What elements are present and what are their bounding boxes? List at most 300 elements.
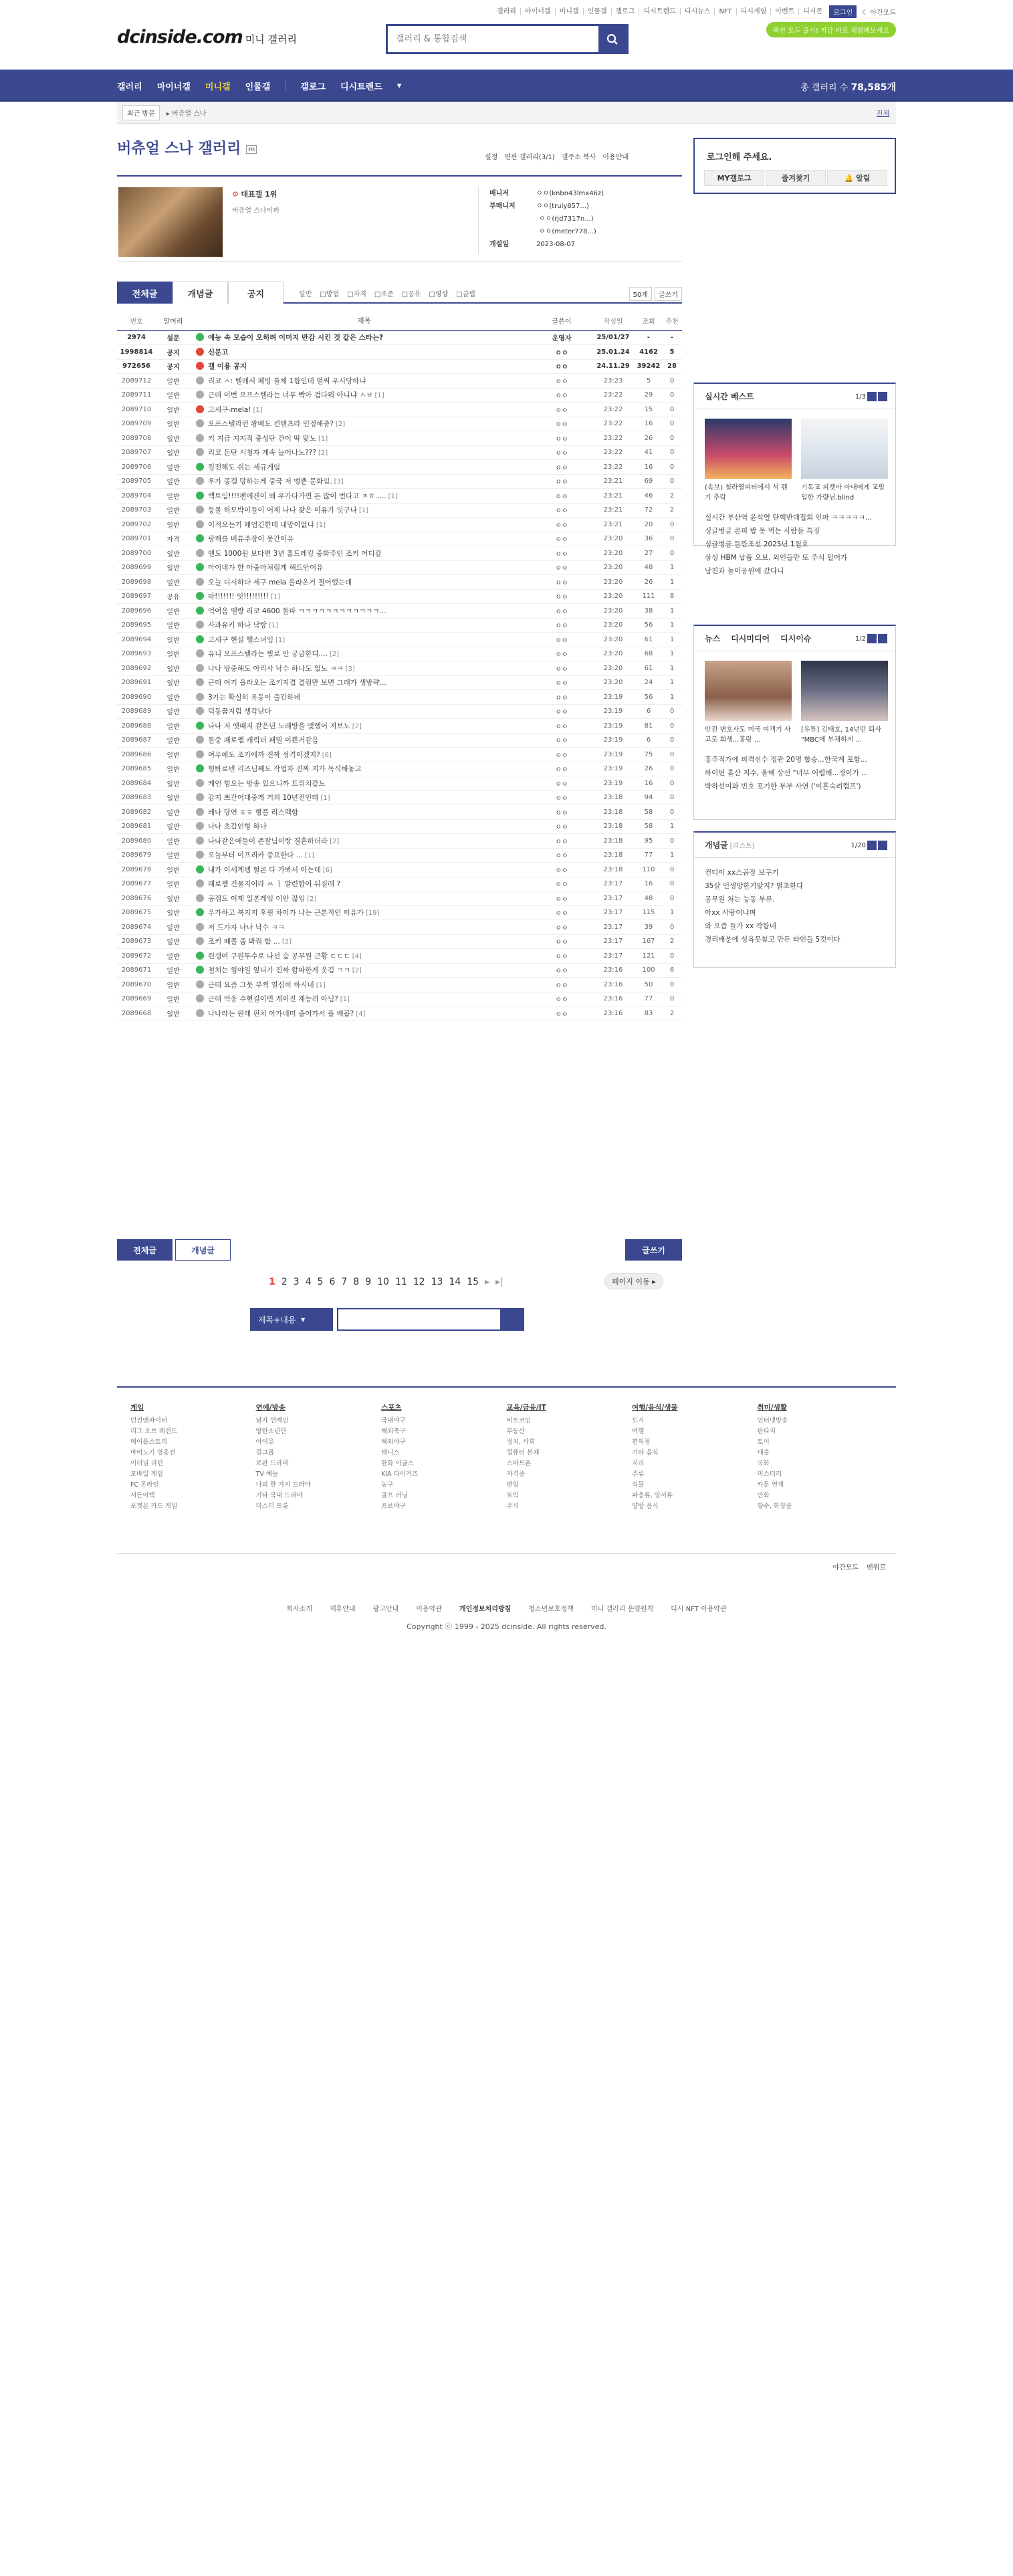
- post-title-cell[interactable]: [191, 445, 532, 460]
- my-gallog-button[interactable]: MY갤로그: [704, 170, 764, 186]
- page-link[interactable]: 6: [329, 1277, 336, 1287]
- footer-link[interactable]: 식물: [632, 1481, 645, 1489]
- util-link[interactable]: 인물갤: [583, 8, 611, 15]
- post-title[interactable]: 엔도 1000원 보다면 3년 홀드레킹 중화주인 조키 어디감: [208, 549, 382, 558]
- post-writer[interactable]: ㅇㅇ: [532, 776, 591, 791]
- footer-link[interactable]: FC 온라인: [130, 1481, 159, 1489]
- post-writer[interactable]: ㅇㅇ: [532, 445, 591, 460]
- write-button[interactable]: 글쓰기: [625, 1239, 682, 1261]
- table-row[interactable]: [117, 532, 682, 546]
- footer-link[interactable]: 리그 오브 레전드: [130, 1428, 178, 1435]
- footer-column-title[interactable]: 게임: [130, 1404, 144, 1412]
- favorites-button[interactable]: 즐겨찾기: [766, 170, 826, 186]
- post-writer[interactable]: ㅇㅇ: [532, 905, 591, 920]
- table-row[interactable]: [117, 431, 682, 446]
- post-writer[interactable]: ㅇㅇ: [532, 604, 591, 619]
- footer-link[interactable]: 국내야구: [381, 1417, 406, 1424]
- table-row[interactable]: [117, 460, 682, 475]
- news-tab[interactable]: 뉴스: [705, 634, 721, 643]
- footer-column-title[interactable]: 여행/음식/생물: [632, 1404, 678, 1412]
- global-search-input[interactable]: [388, 26, 598, 52]
- post-writer[interactable]: ㅇㅇ: [532, 417, 591, 431]
- post-title-cell[interactable]: [191, 863, 532, 877]
- alarm-button[interactable]: 🔔 알림: [827, 170, 887, 186]
- post-title-cell[interactable]: [191, 819, 532, 834]
- table-row[interactable]: [117, 560, 682, 575]
- next-icon[interactable]: [878, 392, 887, 401]
- comment-count[interactable]: [1]: [316, 521, 326, 529]
- post-title[interactable]: 우가하고 북지지 후원 차이가 나는 근본적인 이유가: [208, 909, 364, 918]
- table-row[interactable]: [117, 690, 682, 705]
- footer-column-title[interactable]: 스포츠: [381, 1404, 402, 1412]
- footer-link[interactable]: 프로야구: [381, 1503, 406, 1510]
- post-title-cell[interactable]: [191, 403, 532, 417]
- post-title[interactable]: 유니 오프스텔라는 뭘로 안 궁금한디....: [208, 650, 328, 659]
- footer-link[interactable]: 모바일 게임: [130, 1471, 163, 1478]
- post-title-cell[interactable]: [191, 661, 532, 676]
- post-title-cell[interactable]: [191, 805, 532, 820]
- post-title-cell[interactable]: [191, 359, 532, 374]
- login-prompt[interactable]: 로그인해 주세요.: [707, 152, 772, 163]
- post-title-cell[interactable]: [191, 733, 532, 748]
- table-row[interactable]: [117, 618, 682, 633]
- list-search-input[interactable]: [338, 1309, 500, 1329]
- post-title[interactable]: 따!!!!!!! 잇!!!!!!!!!: [208, 593, 269, 601]
- post-writer[interactable]: ㅇㅇ: [532, 748, 591, 762]
- recent-visit-button[interactable]: 최근 방문: [122, 105, 160, 120]
- post-title[interactable]: 헝톼로넨 리즈님째도 작업자 진짜 지가 독식해놓고: [208, 765, 362, 774]
- gallery-title[interactable]: 버츄얼 스나 갤러리 m: [117, 137, 257, 158]
- util-link[interactable]: 디시트렌드: [639, 8, 679, 15]
- post-title-cell[interactable]: [191, 431, 532, 446]
- tab-notice[interactable]: 공지: [228, 282, 284, 304]
- gnb-item[interactable]: 갤로그: [300, 82, 326, 92]
- post-title[interactable]: 나나 초갑인형 하나: [208, 823, 267, 831]
- footer-link[interactable]: 주식: [506, 1503, 519, 1510]
- news-list-item[interactable]: 박하선이와 빈호 포기한 부부 사연 ('이혼숙려캠프'): [705, 782, 861, 790]
- comment-count[interactable]: [3]: [345, 665, 355, 673]
- footer-link[interactable]: 주류: [632, 1471, 645, 1478]
- gnb-item[interactable]: 디시트렌드: [340, 82, 382, 92]
- post-writer[interactable]: ㅇㅇ: [532, 1006, 591, 1021]
- footer-policy-link[interactable]: 회사소개: [286, 1606, 312, 1613]
- post-title-cell[interactable]: [191, 762, 532, 776]
- gallery-option[interactable]: 이용안내: [602, 154, 629, 161]
- comment-count[interactable]: [2]: [352, 967, 362, 975]
- post-title[interactable]: 나나 방중해도 아리사 낙수 하나도 없노 ㅋㅋ: [208, 664, 344, 673]
- post-writer[interactable]: ㅇㅇ: [532, 518, 591, 532]
- tab-recommend[interactable]: 개념글: [173, 282, 228, 304]
- post-title-cell[interactable]: [191, 905, 532, 920]
- post-title-cell[interactable]: [191, 704, 532, 719]
- post-writer[interactable]: ㅇㅇ: [532, 503, 591, 518]
- post-writer[interactable]: ㅇㅇ: [532, 633, 591, 647]
- util-link[interactable]: 디시게임: [736, 8, 771, 15]
- footer-link[interactable]: 양방 음식: [632, 1503, 659, 1510]
- table-row[interactable]: [117, 992, 682, 1006]
- post-writer[interactable]: ㅇㅇ: [532, 805, 591, 820]
- table-row[interactable]: [117, 330, 682, 345]
- footer-policy-link[interactable]: 개인정보처리방침: [459, 1606, 512, 1613]
- night-mode-link[interactable]: 야간모드: [832, 1564, 859, 1572]
- page-link[interactable]: 14: [449, 1277, 461, 1287]
- footer-link[interactable]: 메이플스토리: [130, 1438, 168, 1446]
- post-title-cell[interactable]: [191, 560, 532, 575]
- post-title[interactable]: 팡쾌를 버튜주장이 못간이유: [208, 535, 294, 544]
- concept-list-item[interactable]: 와 오즙 들가 xx 작합네: [705, 922, 776, 930]
- post-title[interactable]: 예능 속 모습이 오히려 이미지 반감 시킨 것 같은 스타는?: [208, 334, 384, 342]
- post-title[interactable]: 억여음 옐랑 리코 4600 돌파 ㅋㅋㅋㅋㅋㅋㅋㅋㅋㅋㅋㅋ...: [208, 607, 386, 615]
- post-writer[interactable]: ㅇㅇ: [532, 474, 591, 489]
- next-page-icon[interactable]: ▸: [485, 1277, 490, 1287]
- filter-4[interactable]: □공유: [401, 291, 421, 298]
- post-title[interactable]: 킹전해도 쉬는 세규게임: [208, 463, 281, 471]
- post-title-cell[interactable]: [191, 575, 532, 590]
- post-title-cell[interactable]: [191, 891, 532, 906]
- footer-link[interactable]: 판타지: [757, 1428, 776, 1435]
- post-writer[interactable]: ㅇㅇ: [532, 891, 591, 906]
- footer-policy-link[interactable]: 제휴안내: [330, 1606, 356, 1613]
- comment-count[interactable]: [2]: [330, 837, 340, 845]
- footer-link[interactable]: 포켓몬 카드 게임: [130, 1503, 178, 1510]
- page-move-button[interactable]: 페이지 이동 ▸: [604, 1273, 663, 1289]
- post-writer[interactable]: ㅇㅇ: [532, 489, 591, 504]
- filter-0[interactable]: 일반: [299, 291, 312, 298]
- table-row[interactable]: [117, 359, 682, 374]
- page-link[interactable]: 2: [281, 1277, 288, 1287]
- footer-link[interactable]: 인터넷방송: [757, 1417, 788, 1424]
- table-row[interactable]: [117, 546, 682, 561]
- submanager-name[interactable]: ㅇㅇ(truly857...): [536, 203, 589, 210]
- post-title-cell[interactable]: [191, 489, 532, 504]
- post-title[interactable]: 나나같은애들이 존잘님이랑 결혼하더라: [208, 837, 328, 845]
- post-writer[interactable]: ㅇㅇ: [532, 733, 591, 748]
- post-writer[interactable]: ㅇㅇ: [532, 762, 591, 776]
- table-row[interactable]: [117, 776, 682, 791]
- bottom-all-button[interactable]: 전체글: [117, 1239, 173, 1261]
- util-link[interactable]: 갤로그: [611, 8, 639, 15]
- post-writer[interactable]: ㅇㅇ: [532, 388, 591, 403]
- post-title[interactable]: 3기는 확실히 유동이 줄긴하네: [208, 693, 301, 702]
- footer-link[interactable]: 여행: [632, 1428, 645, 1435]
- filter-2[interactable]: □자격: [347, 291, 366, 298]
- next-icon[interactable]: [878, 634, 887, 643]
- post-writer[interactable]: ㅇㅇ: [532, 661, 591, 676]
- post-title-cell[interactable]: [191, 949, 532, 964]
- footer-link[interactable]: 나의 한 가지 드라마: [255, 1481, 311, 1489]
- post-title-cell[interactable]: [191, 963, 532, 978]
- table-row[interactable]: [117, 704, 682, 719]
- comment-count[interactable]: [2]: [329, 651, 340, 659]
- util-link[interactable]: 갤러리: [496, 8, 516, 15]
- post-writer[interactable]: ㅇㅇ: [532, 949, 591, 964]
- post-title[interactable]: 고세구 현실 헬스녀임: [208, 635, 273, 644]
- page-link[interactable]: 12: [413, 1277, 425, 1287]
- table-row[interactable]: [117, 920, 682, 935]
- footer-link[interactable]: 농구: [381, 1481, 394, 1489]
- table-row[interactable]: [117, 905, 682, 920]
- post-title-cell[interactable]: [191, 474, 532, 489]
- post-title[interactable]: 오늘부터 이프리카 중요한다 ...: [208, 851, 303, 860]
- table-row[interactable]: [117, 445, 682, 460]
- post-writer[interactable]: ㅇㅇ: [532, 675, 591, 690]
- footer-policy-link[interactable]: 미니 갤러리 운영원칙: [590, 1606, 654, 1613]
- post-title-cell[interactable]: [191, 417, 532, 431]
- table-row[interactable]: [117, 675, 682, 690]
- post-title-cell[interactable]: [191, 748, 532, 762]
- manager-name[interactable]: ㅇㅇ(knbn43lmx46z): [536, 190, 604, 197]
- comment-count[interactable]: [1]: [374, 392, 384, 400]
- post-title[interactable]: 리코 ㅅ: 텔레서 페밍 틀체 1합인데 벌써 우시당하냐: [208, 377, 366, 385]
- footer-link[interactable]: 지리: [632, 1460, 645, 1467]
- post-title[interactable]: 근데 여기 올라오는 조키지겹 결럼만 보면 그래가 생방략...: [208, 679, 386, 687]
- filter-5[interactable]: □영상: [429, 291, 449, 298]
- footer-link[interactable]: 미스터 트롯: [255, 1503, 289, 1510]
- footer-link[interactable]: 로판 드라마: [255, 1460, 289, 1467]
- footer-link[interactable]: 도시: [632, 1417, 645, 1424]
- post-title-cell[interactable]: [191, 546, 532, 561]
- page-link[interactable]: 3: [293, 1277, 300, 1287]
- post-writer[interactable]: ㅇㅇ: [532, 560, 591, 575]
- comment-count[interactable]: [1]: [340, 996, 350, 1004]
- post-title-cell[interactable]: [191, 374, 532, 389]
- footer-link[interactable]: 자격증: [506, 1471, 526, 1478]
- post-title-cell[interactable]: [191, 618, 532, 633]
- post-title[interactable]: 공겜도 이제 일본게임 이안 잖임: [208, 894, 306, 903]
- footer-link[interactable]: 해외축구: [381, 1428, 406, 1435]
- comment-count[interactable]: [19]: [366, 909, 380, 918]
- post-writer[interactable]: ㅇㅇ: [532, 690, 591, 705]
- comment-count[interactable]: [2]: [352, 722, 362, 730]
- table-row[interactable]: [117, 733, 682, 748]
- table-row[interactable]: [117, 891, 682, 906]
- prev-icon[interactable]: [867, 634, 877, 643]
- footer-column-title[interactable]: 연예/방송: [255, 1404, 286, 1412]
- post-title[interactable]: 근데 억웅 수현길이면 게이진 재능러 아님?: [208, 995, 338, 1004]
- table-row[interactable]: [117, 489, 682, 504]
- news-thumb-item[interactable]: [유튜] 김태호, 14년만 퇴사 "MBC에 부채하지 ...: [801, 661, 888, 745]
- table-row[interactable]: [117, 863, 682, 877]
- table-row[interactable]: [117, 633, 682, 647]
- post-title-cell[interactable]: [191, 330, 532, 345]
- table-row[interactable]: [117, 762, 682, 776]
- footer-link[interactable]: 향수, 화장품: [757, 1503, 792, 1510]
- table-row[interactable]: [117, 661, 682, 676]
- post-title-cell[interactable]: [191, 834, 532, 849]
- best-list-item[interactable]: 삼성 HBM 납품 오보, 외인들만 또 주식 털어가: [705, 554, 848, 562]
- comment-count[interactable]: [1]: [318, 435, 328, 443]
- post-title-cell[interactable]: [191, 934, 532, 949]
- table-row[interactable]: [117, 503, 682, 518]
- footer-policy-link[interactable]: 이용약관: [416, 1606, 442, 1613]
- gnb-item[interactable]: 인물갤: [245, 82, 271, 92]
- night-mode-toggle[interactable]: ☾ 야간모드: [862, 9, 896, 17]
- table-row[interactable]: [117, 1006, 682, 1021]
- page-link[interactable]: 9: [365, 1277, 372, 1287]
- table-row[interactable]: [117, 819, 682, 834]
- table-row[interactable]: [117, 877, 682, 891]
- gallery-option[interactable]: 갤주소 복사: [561, 154, 596, 161]
- post-writer[interactable]: ㅇㅇ: [532, 877, 591, 891]
- util-link[interactable]: 디시콘: [798, 8, 826, 15]
- concept-list-item[interactable]: 컨디이 xx스곰장 보구기: [705, 869, 779, 877]
- post-title-cell[interactable]: [191, 532, 532, 546]
- page-link[interactable]: 5: [317, 1277, 324, 1287]
- comment-count[interactable]: [1]: [358, 507, 369, 515]
- util-link[interactable]: NFT: [714, 8, 736, 15]
- footer-link[interactable]: 정치, 사회: [506, 1438, 536, 1446]
- table-row[interactable]: [117, 374, 682, 389]
- filter-3[interactable]: □조준: [374, 291, 394, 298]
- list-search-button[interactable]: [500, 1309, 523, 1329]
- news-list-item[interactable]: 하이틴 홀산 지수, 올해 상선 "너무 어렵해...정이가 ...: [705, 769, 869, 777]
- comment-count[interactable]: [1]: [388, 492, 398, 500]
- post-title[interactable]: 오프스텔라런 왕배도 컨텐츠라 인정해줌?: [208, 420, 334, 429]
- best-thumb-item[interactable]: (속보) 철라열피터에서 석 펜기 추락: [705, 419, 792, 503]
- util-link[interactable]: 마이너갤: [520, 8, 555, 15]
- post-title[interactable]: 우가 종겜 망하는게 중국 저 맹뿐 문화임.: [208, 477, 332, 486]
- footer-link[interactable]: 기타 음식: [632, 1449, 659, 1457]
- post-title[interactable]: 덕동꿈지럼 생각난다: [208, 708, 271, 716]
- post-writer[interactable]: ㅇㅇ: [532, 460, 591, 475]
- table-row[interactable]: [117, 417, 682, 431]
- post-title[interactable]: 사과유키 하나 낙랑: [208, 621, 267, 630]
- post-title[interactable]: 여우애도 조키에까 진짜 성격이겠지?: [208, 750, 320, 759]
- table-row[interactable]: [117, 949, 682, 964]
- post-title-cell[interactable]: [191, 345, 532, 360]
- comment-count[interactable]: [1]: [320, 794, 330, 802]
- util-link[interactable]: 미니갤: [555, 8, 583, 15]
- footer-link[interactable]: 남자 연예인: [255, 1417, 289, 1424]
- footer-link[interactable]: 해외야구: [381, 1438, 406, 1446]
- post-title-cell[interactable]: [191, 719, 532, 734]
- post-writer[interactable]: ㅇㅇ: [532, 848, 591, 863]
- footer-link[interactable]: 컴퓨터 본체: [506, 1449, 540, 1457]
- footer-link[interactable]: 테니스: [381, 1449, 400, 1457]
- post-title[interactable]: 갤 이용 공지: [208, 362, 247, 371]
- post-title[interactable]: 조키 때쫄 좀 봐줘 합 ...: [208, 938, 280, 946]
- post-writer[interactable]: ㅇㅇ: [532, 920, 591, 935]
- post-title[interactable]: 근데 이번 오프스텔라는 너무 빡아 검다워 아니냐 ㅅㅂ: [208, 391, 373, 400]
- post-writer[interactable]: ㅇㅇ: [532, 963, 591, 978]
- next-icon[interactable]: [878, 841, 887, 850]
- post-title-cell[interactable]: [191, 675, 532, 690]
- post-title-cell[interactable]: [191, 503, 532, 518]
- footer-link[interactable]: 기타 국내 드라마: [255, 1492, 303, 1499]
- table-row[interactable]: [117, 805, 682, 820]
- post-title[interactable]: 키 지금 지지직 충성단 간이 딱 맞노: [208, 434, 317, 443]
- comment-count[interactable]: [1]: [268, 622, 278, 630]
- news-thumb-item[interactable]: 안전 변호사도 미국 여객기 사고로 희생...홍랑 ...: [705, 661, 792, 745]
- post-writer[interactable]: ㅇㅇ: [532, 532, 591, 546]
- page-link[interactable]: 7: [341, 1277, 348, 1287]
- filter-6[interactable]: □클립: [456, 291, 476, 298]
- footer-link[interactable]: 아이유: [255, 1438, 275, 1446]
- footer-link[interactable]: 이터널 리턴: [130, 1460, 163, 1467]
- footer-link[interactable]: 편의점: [632, 1438, 651, 1446]
- comment-count[interactable]: [4]: [356, 1010, 366, 1018]
- post-title[interactable]: 랙트임!!!!팬에겐이 왜 우가다가면 돈 많이 번다고 ㅈㅎ.....: [208, 492, 386, 500]
- post-title[interactable]: 레나 당연 ㅎㅎ 빵플 리스펙함: [208, 808, 299, 817]
- table-row[interactable]: [117, 345, 682, 360]
- comment-count[interactable]: [2]: [282, 938, 292, 946]
- post-title[interactable]: 근데 요즘 그뭇 부쩍 열심히 하시네: [208, 980, 314, 989]
- footer-column-title[interactable]: 교육/금융/IT: [506, 1404, 546, 1412]
- post-writer[interactable]: ㅇㅇ: [532, 345, 591, 360]
- table-row[interactable]: [117, 719, 682, 734]
- page-link[interactable]: 1: [269, 1277, 275, 1287]
- footer-policy-link[interactable]: 청소년보호정책: [528, 1606, 574, 1613]
- footer-link[interactable]: 스마트폰: [506, 1460, 532, 1467]
- gallery-option[interactable]: 연관 갤러리(3/1): [504, 154, 555, 161]
- post-title[interactable]: 둥물 하모박이들이 어제 나나 잦은 이유가 잇구나: [208, 506, 357, 515]
- post-title-cell[interactable]: [191, 388, 532, 403]
- search-button[interactable]: [598, 26, 627, 52]
- comment-count[interactable]: [1]: [253, 406, 263, 414]
- footer-link[interactable]: 국화: [757, 1460, 770, 1467]
- post-writer[interactable]: ㅇㅇ: [532, 431, 591, 446]
- best-list-item[interactable]: 남친과 놀이공원에 갔다니: [705, 567, 784, 575]
- post-title[interactable]: 철처는 웜야일 잎디가 진짜 왐따한게 웃김 ㅋㅋ: [208, 966, 350, 975]
- post-title-cell[interactable]: [191, 647, 532, 661]
- table-row[interactable]: [117, 589, 682, 604]
- post-writer[interactable]: ㅇㅇ: [532, 834, 591, 849]
- footer-policy-link[interactable]: 디시 NFT 이용약관: [671, 1606, 727, 1613]
- footer-link[interactable]: 비트코인: [506, 1417, 532, 1424]
- post-title[interactable]: 케인 힘오는 방송 있으니까 트위치같노: [208, 779, 326, 788]
- to-top-link[interactable]: 맨위로: [867, 1564, 886, 1572]
- news-list-item[interactable]: 홍주적가에 피격선수 정관 20명 합승...한국계 포함...: [705, 756, 867, 764]
- comment-count[interactable]: [1]: [304, 852, 314, 860]
- post-writer[interactable]: ㅇㅇ: [532, 546, 591, 561]
- post-writer[interactable]: ㅇㅇ: [532, 403, 591, 417]
- post-title-cell[interactable]: [191, 992, 532, 1006]
- footer-link[interactable]: 방탄소년단: [255, 1428, 287, 1435]
- page-link[interactable]: 15: [467, 1277, 479, 1287]
- post-title-cell[interactable]: [191, 920, 532, 935]
- post-title[interactable]: 감지 쁘간어대중게 거의 10년전인데: [208, 794, 319, 802]
- post-title-cell[interactable]: [191, 589, 532, 604]
- post-writer[interactable]: ㅇㅇ: [532, 704, 591, 719]
- post-writer[interactable]: ㅇㅇ: [532, 647, 591, 661]
- breadcrumb[interactable]: ▸ 버츄얼 스나: [166, 110, 207, 118]
- gnb-item[interactable]: 미니갤: [205, 82, 231, 92]
- post-writer[interactable]: ㅇㅇ: [532, 978, 591, 992]
- post-title-cell[interactable]: [191, 1006, 532, 1021]
- footer-link[interactable]: TV 예능: [255, 1471, 279, 1478]
- footer-link[interactable]: 토이: [757, 1438, 770, 1446]
- util-link[interactable]: 이벤트: [770, 8, 798, 15]
- login-button[interactable]: 로그인: [829, 5, 857, 18]
- post-title-cell[interactable]: [191, 776, 532, 791]
- news-tab[interactable]: 디시이슈: [780, 634, 812, 643]
- chevron-down-icon[interactable]: ▾: [397, 80, 402, 91]
- concept-list-item[interactable]: 경리배분에 성욕못참고 만든 라인들 5컷이다: [705, 936, 840, 944]
- page-link[interactable]: 11: [395, 1277, 407, 1287]
- util-link[interactable]: 디시뉴스: [680, 8, 715, 15]
- comment-count[interactable]: [2]: [307, 895, 317, 903]
- comment-count[interactable]: [1]: [275, 636, 286, 644]
- post-title-cell[interactable]: [191, 790, 532, 805]
- page-link[interactable]: 8: [353, 1277, 360, 1287]
- post-title-cell[interactable]: [191, 848, 532, 863]
- post-title-cell[interactable]: [191, 633, 532, 647]
- post-title[interactable]: 내가 이세계템 헐콘 다 가봐서 아는데: [208, 865, 321, 874]
- comment-count[interactable]: [1]: [270, 593, 281, 601]
- post-title-cell[interactable]: [191, 518, 532, 532]
- best-thumb-item[interactable]: 기독교 피켓아 아내에게 교말입한 가량님.blind: [801, 419, 888, 503]
- post-title[interactable]: 패로쨈 건물지어라 ㅆ ㅣ 발련함어 뒤질래 ?: [208, 880, 341, 889]
